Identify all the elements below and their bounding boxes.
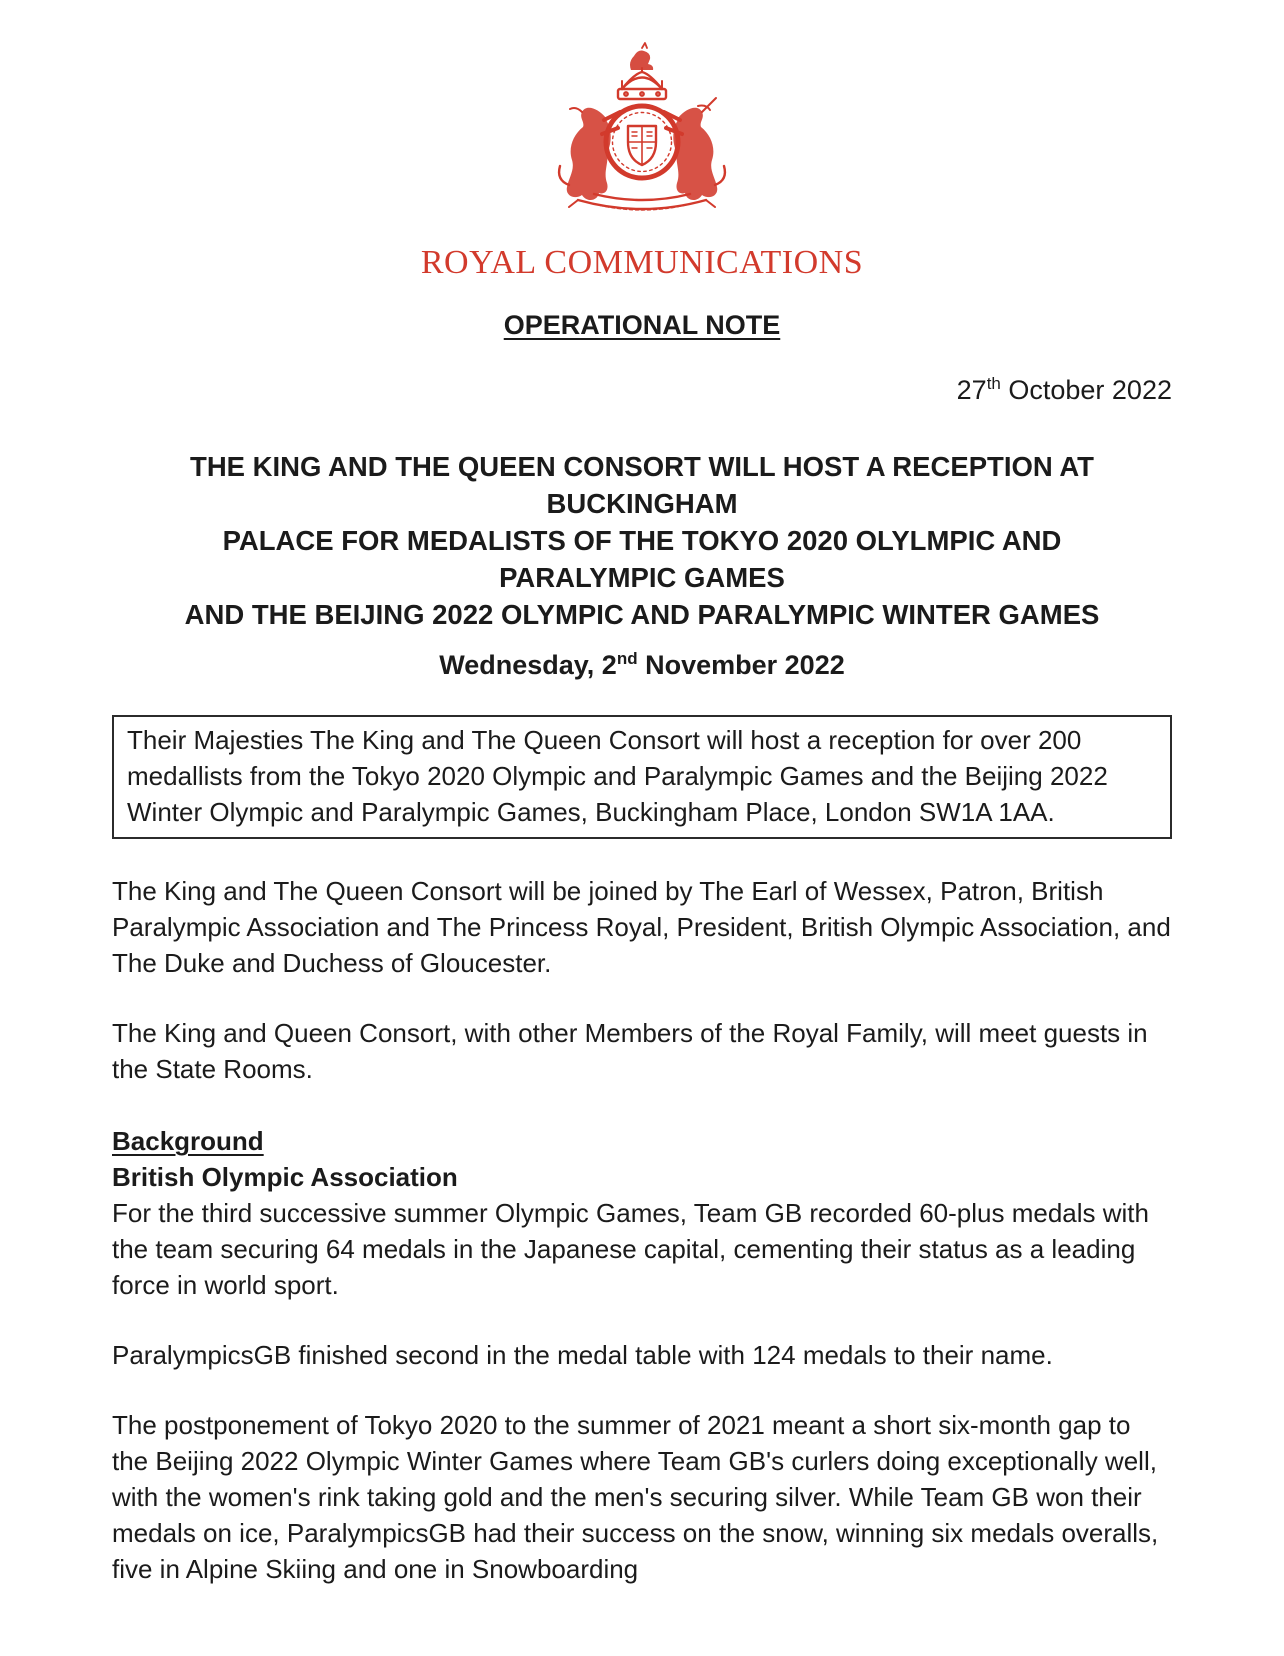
royal-coat-of-arms-icon — [538, 42, 746, 218]
main-title-line-1: THE KING AND THE QUEEN CONSORT WILL HOST A RECEPTION AT BUCKINGHAM — [190, 451, 1094, 519]
main-title — [112, 448, 1172, 633]
background-subheading: British Olympic Association — [112, 1162, 458, 1192]
event-date — [112, 650, 1172, 681]
background-paragraph-1: For the third successive summer Olympic Games, Team GB recorded 60-plus medals with the team securing 64 medals in the Japanese capital, cementing their status as a leading force in world sport. — [112, 1198, 1149, 1300]
main-title-line-2: PALACE FOR MEDALISTS OF THE TOKYO 2020 OLYLMPIC AND — [222, 525, 1062, 556]
summary-box: Their Majesties The King and The Queen Consort will host a reception for over 200 medallists from the Tokyo 2020 Olympic and Paralympic Games and the Beijing 2022 Winter Olympic and Paralympic Games, Buckingham Place, London SW1A 1AA. — [112, 715, 1172, 839]
main-title-line-4: AND THE BEIJING 2022 OLYMPIC AND PARALYMPIC WINTER GAMES — [184, 599, 1100, 630]
issue-date — [112, 375, 1172, 406]
issue-date-rest: October 2022 — [1000, 375, 1172, 405]
event-date-rest: November 2022 — [637, 650, 845, 680]
event-date-pre: Wednesday, 2 — [439, 650, 617, 680]
main-title-line-3: PARALYMPIC GAMES — [499, 562, 785, 593]
crest-container — [112, 42, 1172, 218]
issue-date-ordinal: th — [986, 374, 1001, 393]
background-paragraph-3: The postponement of Tokyo 2020 to the summer of 2021 meant a short six-month gap to the Beijing 2022 Olympic Winter Games where Team GB's curlers doing exceptionally well, with the women's rink taking gold and the men's securing silver. While Team GB won their medals on ice, ParalympicsGB had their success on the snow, winning six medals overalls, five in Alpine Skiing and one in Snowboarding — [112, 1410, 1159, 1584]
background-paragraph-2: ParalympicsGB finished second in the medal table with 124 medals to their name. — [112, 1340, 1053, 1370]
paragraph-joined-by: The King and The Queen Consort will be joined by The Earl of Wessex, Patron, British Paralympic Association and The Princess Royal, President, British Olympic Association, and The Duke and Duchess of Gloucester. — [112, 876, 1171, 978]
issue-date-day: 27 — [956, 375, 987, 405]
background-heading: Background — [112, 1126, 264, 1156]
event-date-ordinal: nd — [616, 649, 638, 668]
brand-title: ROYAL COMMUNICATIONS — [420, 244, 864, 281]
paragraph-meet-guests: The King and Queen Consort, with other Members of the Royal Family, will meet guests in the State Rooms. — [112, 1018, 1148, 1084]
doc-type-heading: OPERATIONAL NOTE — [503, 310, 781, 340]
